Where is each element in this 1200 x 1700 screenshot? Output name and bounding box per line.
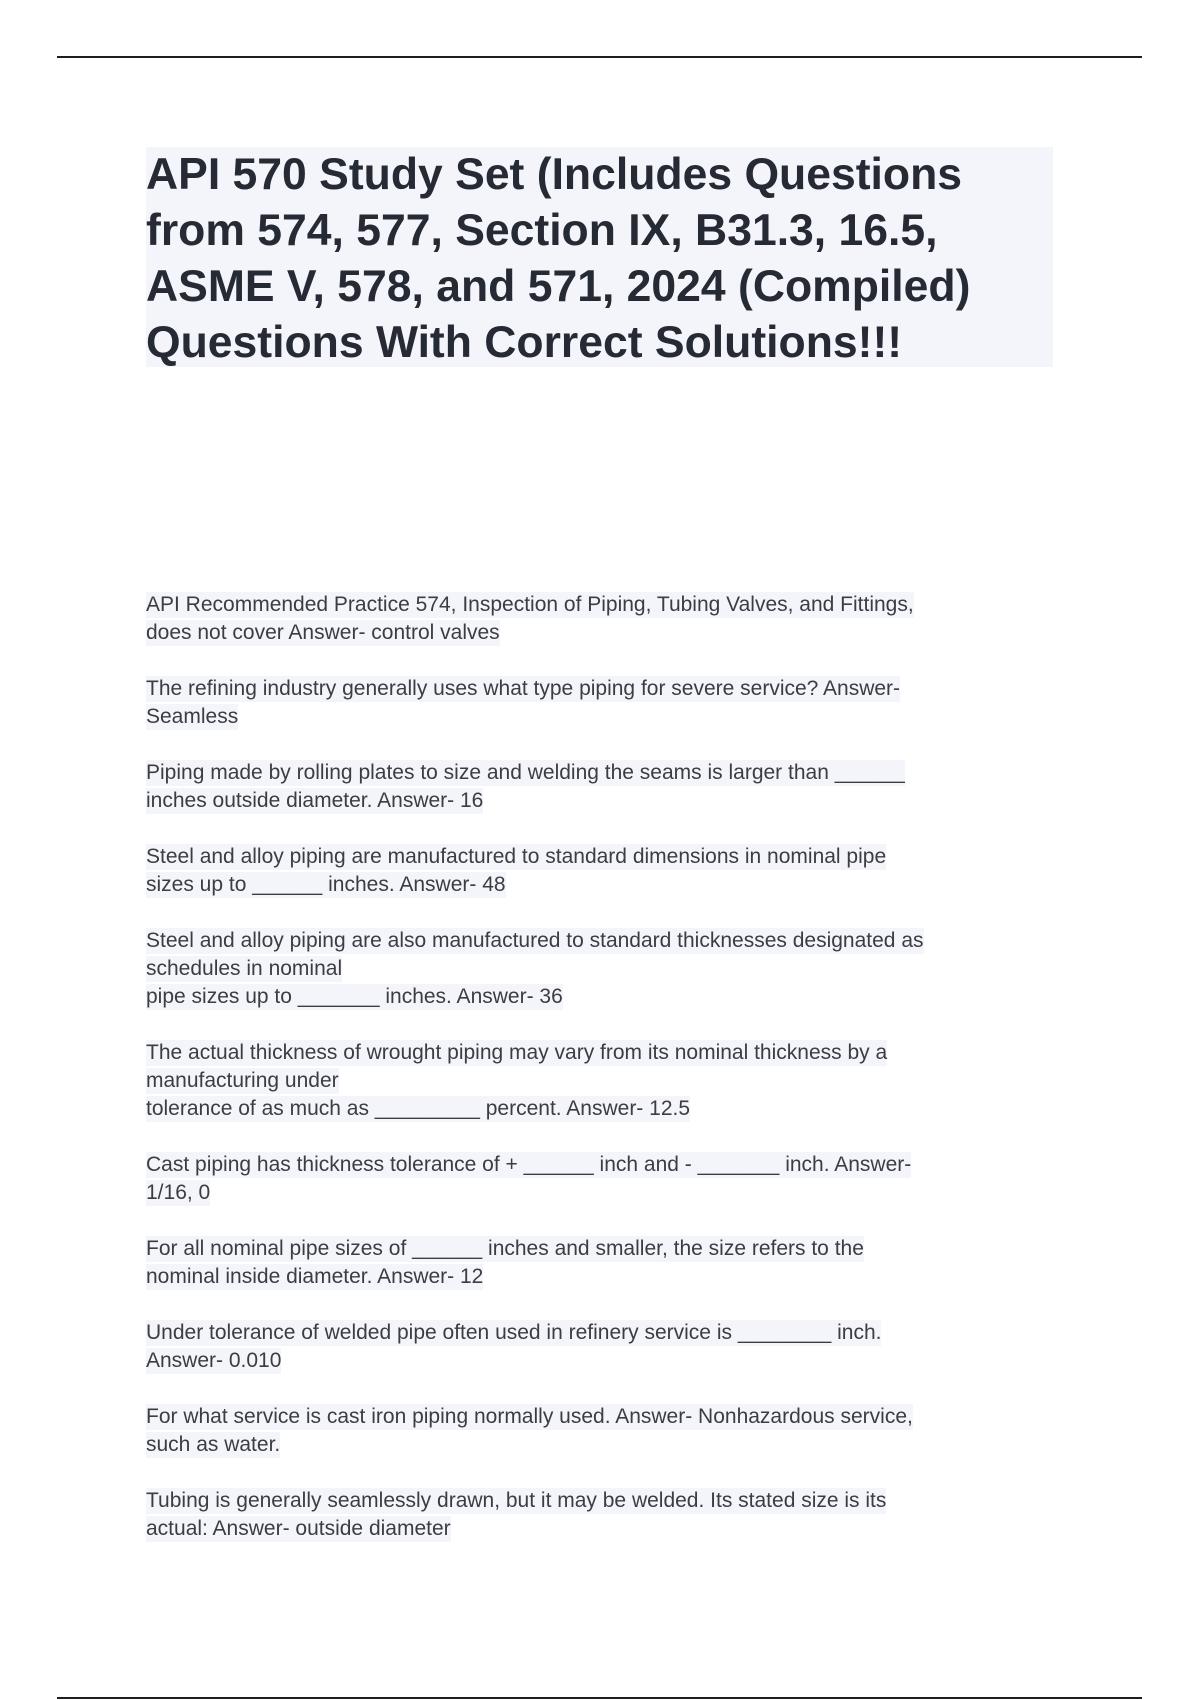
qa-text-line: The actual thickness of wrought piping may vary from its nominal thickness by a [146, 1041, 888, 1064]
qa-item [146, 759, 1066, 815]
qa-text-line: API Recommended Practice 574, Inspection of Piping, Tubing Valves, and Fittings, [146, 593, 914, 616]
qa-text-line: manufacturing under [146, 1069, 339, 1092]
qa-text-line: 1/16, 0 [146, 1181, 211, 1204]
qa-text-line: Piping made by rolling plates to size and welding the seams is larger than ______ [146, 761, 905, 784]
qa-text-line: For what service is cast iron piping normally used. Answer- Nonhazardous service, [146, 1405, 913, 1428]
qa-text-line: Under tolerance of welded pipe often used in refinery service is ________ inch. [146, 1321, 882, 1344]
bottom-page-rule [57, 1697, 1142, 1699]
qa-text-line: does not cover Answer- control valves [146, 621, 500, 644]
title-line: from 574, 577, Section IX, B31.3, 16.5, [146, 206, 938, 255]
qa-text-line: Answer- 0.010 [146, 1349, 282, 1372]
qa-text-line: sizes up to ______ inches. Answer- 48 [146, 873, 506, 896]
qa-text-line: Steel and alloy piping are manufactured to standard dimensions in nominal pipe [146, 845, 887, 868]
title-line: Questions With Correct Solutions!!! [146, 318, 903, 367]
title-line: ASME V, 578, and 571, 2024 (Compiled) [146, 262, 971, 311]
qa-item [146, 1151, 1066, 1207]
qa-item [146, 1403, 1066, 1459]
qa-text-line: tolerance of as much as _________ percent. Answer- 12.5 [146, 1097, 691, 1120]
qa-item [146, 927, 1066, 1011]
qa-text-line: Cast piping has thickness tolerance of + ______ inch and - _______ inch. Answer- [146, 1153, 912, 1176]
qa-item [146, 843, 1066, 899]
qa-text-line: For all nominal pipe sizes of ______ inches and smaller, the size refers to the [146, 1237, 864, 1260]
qa-item [146, 1487, 1066, 1543]
qa-text-line: schedules in nominal [146, 957, 343, 980]
qa-item [146, 1235, 1066, 1291]
qa-text-line: inches outside diameter. Answer- 16 [146, 789, 484, 812]
qa-text-line: such as water. [146, 1433, 281, 1456]
qa-text-line: The refining industry generally uses what type piping for severe service? Answer- [146, 677, 901, 700]
qa-item [146, 591, 1066, 647]
qa-text-line: nominal inside diameter. Answer- 12 [146, 1265, 484, 1288]
top-page-rule [57, 56, 1142, 58]
qa-item [146, 1319, 1066, 1375]
title-line: API 570 Study Set (Includes Questions [146, 150, 963, 199]
question-answer-list [146, 591, 1066, 1571]
qa-text-line: Steel and alloy piping are also manufactured to standard thicknesses designated as [146, 929, 924, 952]
qa-text-line: pipe sizes up to _______ inches. Answer- 36 [146, 985, 563, 1008]
qa-text-line: actual: Answer- outside diameter [146, 1517, 451, 1540]
qa-text-line: Tubing is generally seamlessly drawn, but it may be welded. Its stated size is its [146, 1489, 887, 1512]
qa-item [146, 675, 1066, 731]
qa-text-line: Seamless [146, 705, 239, 728]
qa-item [146, 1039, 1066, 1123]
document-title [146, 147, 1066, 371]
